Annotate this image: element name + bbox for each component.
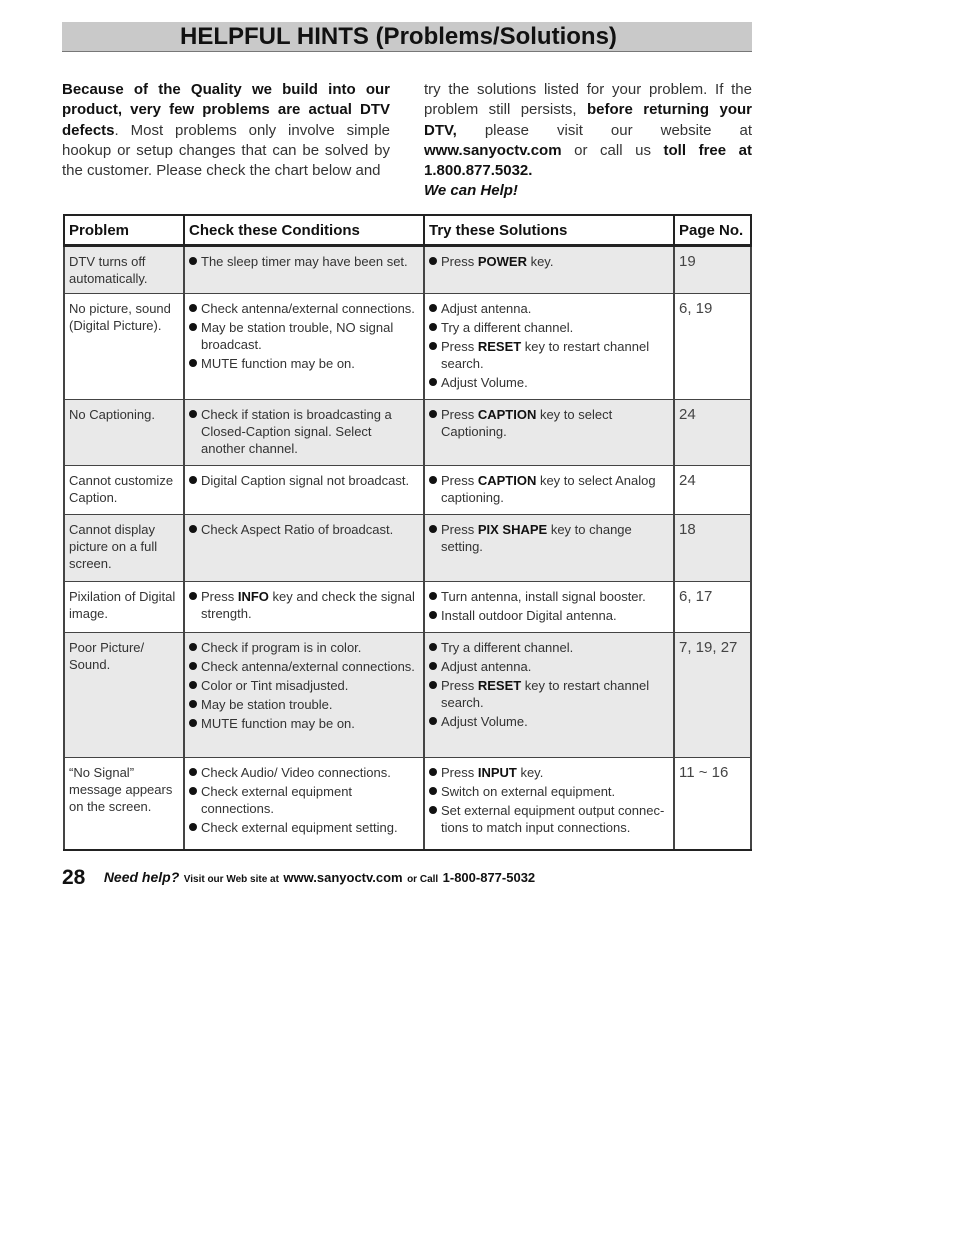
list-item bbox=[429, 764, 669, 781]
list-item-text: Check antenna/external connections. bbox=[201, 301, 415, 316]
problem-cell: No picture, sound (Digital Picture). bbox=[64, 294, 184, 400]
list-item-text: The sleep timer may have been set. bbox=[201, 254, 408, 269]
list-item-text: Press bbox=[441, 339, 478, 354]
list-item bbox=[429, 802, 669, 836]
list-item bbox=[429, 338, 669, 372]
solutions-list bbox=[429, 639, 669, 730]
problem-cell: Poor Picture/ Sound. bbox=[64, 633, 184, 758]
list-item bbox=[189, 300, 419, 317]
key-name: INPUT bbox=[477, 765, 517, 780]
conditions-cell bbox=[184, 582, 424, 633]
list-item bbox=[189, 406, 419, 457]
list-item bbox=[429, 319, 669, 336]
list-item-text: Try a different channel. bbox=[441, 640, 574, 655]
footer-phone-number: 1-800-877-5032 bbox=[442, 870, 536, 886]
conditions-cell bbox=[184, 758, 424, 850]
key-name: INFO bbox=[237, 589, 269, 604]
list-item-text: Try a different channel. bbox=[441, 320, 574, 335]
need-help-text: Need help? bbox=[103, 869, 180, 886]
solutions-list bbox=[429, 300, 669, 391]
list-item bbox=[189, 715, 419, 732]
table-header-row bbox=[64, 215, 751, 246]
list-item-text: Adjust antenna. bbox=[441, 301, 532, 316]
list-item-text: Adjust Volume. bbox=[441, 714, 528, 729]
list-item-text: key to restart channel search. bbox=[441, 339, 650, 371]
list-item-text: key. bbox=[516, 765, 544, 780]
key-name: RESET bbox=[477, 339, 522, 354]
conditions-list bbox=[189, 588, 419, 622]
list-item-text: Check if program is in color. bbox=[201, 640, 362, 655]
problem-cell: DTV turns off automatically. bbox=[64, 246, 184, 294]
conditions-cell bbox=[184, 294, 424, 400]
list-item-text: Adjust Volume. bbox=[441, 375, 528, 390]
conditions-list bbox=[189, 406, 419, 457]
list-item-text: Press bbox=[441, 522, 478, 537]
solutions-cell bbox=[424, 246, 674, 294]
conditions-list bbox=[189, 472, 419, 489]
page-number: 28 bbox=[62, 866, 86, 889]
list-item bbox=[429, 588, 669, 605]
table-row bbox=[64, 466, 751, 515]
solutions-cell bbox=[424, 582, 674, 633]
website-link[interactable]: www.sanyoctv.com bbox=[424, 141, 562, 159]
conditions-list bbox=[189, 639, 419, 732]
list-item-text: MUTE function may be on. bbox=[201, 716, 355, 731]
list-item-text: Check Audio/ Video connections. bbox=[201, 765, 391, 780]
intro-text: . Most problems only involve simple hookup or setup changes that can be solved by the customer. Please check the chart below and bbox=[62, 121, 390, 180]
conditions-cell bbox=[184, 466, 424, 515]
list-item-text: Switch on external equipment. bbox=[441, 784, 616, 799]
list-item-text: Press bbox=[201, 589, 238, 604]
list-item-text: Check Aspect Ratio of broadcast. bbox=[201, 522, 394, 537]
list-item-text: key. bbox=[526, 254, 554, 269]
intro-bold-text: before returning your DTV, bbox=[424, 101, 752, 139]
list-item-text: key and check the signal strength. bbox=[201, 589, 415, 621]
solutions-list bbox=[429, 521, 669, 555]
solutions-list bbox=[429, 472, 669, 506]
list-item-text: Install outdoor Digital antenna. bbox=[441, 608, 617, 623]
list-item bbox=[429, 677, 669, 711]
column-header-conditions: Check these Conditions bbox=[184, 215, 424, 246]
column-header-problem: Problem bbox=[64, 215, 184, 246]
conditions-list bbox=[189, 300, 419, 372]
list-item bbox=[429, 521, 669, 555]
list-item-text: Check external equipment setting. bbox=[201, 820, 398, 835]
list-item bbox=[189, 639, 419, 656]
list-item-text: Press bbox=[441, 765, 478, 780]
list-item-text: May be station trouble. bbox=[201, 697, 333, 712]
problem-cell: No Captioning. bbox=[64, 400, 184, 466]
list-item bbox=[429, 472, 669, 506]
list-item-text: Press bbox=[441, 407, 478, 422]
list-item bbox=[189, 764, 419, 781]
key-name: CAPTION bbox=[477, 473, 537, 488]
page-number-cell: 6, 19 bbox=[674, 294, 751, 400]
list-item bbox=[189, 819, 419, 836]
problem-cell: Cannot customize Caption. bbox=[64, 466, 184, 515]
list-item bbox=[189, 588, 419, 622]
page-number-cell: 19 bbox=[674, 246, 751, 294]
solutions-cell bbox=[424, 294, 674, 400]
key-name: CAPTION bbox=[477, 407, 537, 422]
list-item bbox=[429, 253, 669, 270]
page-number-cell: 24 bbox=[674, 466, 751, 515]
list-item bbox=[429, 658, 669, 675]
list-item bbox=[429, 406, 669, 440]
solutions-list bbox=[429, 406, 669, 440]
column-header-page: Page No. bbox=[674, 215, 751, 246]
intro-paragraph-left bbox=[62, 80, 390, 181]
table-row bbox=[64, 758, 751, 850]
list-item bbox=[429, 783, 669, 800]
list-item-text: MUTE function may be on. bbox=[201, 356, 355, 371]
list-item-text: Turn antenna, install signal booster. bbox=[441, 589, 646, 604]
page-number-cell: 7, 19, 27 bbox=[674, 633, 751, 758]
list-item bbox=[189, 783, 419, 817]
conditions-list bbox=[189, 764, 419, 836]
table-body bbox=[64, 246, 751, 850]
list-item-text: key to select Analog captioning. bbox=[441, 473, 656, 505]
intro-text: please visit our website at bbox=[456, 121, 752, 139]
solutions-cell bbox=[424, 466, 674, 515]
table-row bbox=[64, 515, 751, 582]
key-name: RESET bbox=[477, 678, 522, 693]
list-item bbox=[189, 253, 419, 270]
list-item bbox=[189, 355, 419, 372]
list-item-text: Check antenna/external connections. bbox=[201, 659, 415, 674]
list-item bbox=[429, 374, 669, 391]
intro-text: try the solutions listed for your problem. If the problem still persists, bbox=[424, 81, 752, 119]
intro-text: or call us bbox=[561, 141, 664, 159]
list-item bbox=[429, 639, 669, 656]
table-row bbox=[64, 246, 751, 294]
page-number-cell: 11 ~ 16 bbox=[674, 758, 751, 850]
problem-cell: Pixilation of Digital image. bbox=[64, 582, 184, 633]
list-item-text: Color or Tint misadjusted. bbox=[201, 678, 349, 693]
list-item-text: Digital Caption signal not broadcast. bbox=[201, 473, 410, 488]
solutions-cell bbox=[424, 633, 674, 758]
list-item bbox=[429, 607, 669, 624]
column-header-solutions: Try these Solutions bbox=[424, 215, 674, 246]
list-item bbox=[189, 677, 419, 694]
key-name: POWER bbox=[477, 254, 527, 269]
toll-free-number: toll free at 1.800.877.5032. bbox=[424, 141, 752, 180]
conditions-cell bbox=[184, 246, 424, 294]
table-row bbox=[64, 400, 751, 466]
solutions-list bbox=[429, 764, 669, 836]
problem-cell: Cannot display picture on a full screen. bbox=[64, 515, 184, 582]
page-title: HELPFUL HINTS (Problems/Solutions) bbox=[180, 23, 617, 50]
list-item bbox=[189, 472, 419, 489]
list-item bbox=[429, 300, 669, 317]
list-item-text: May be station trouble, NO signal broadcast. bbox=[201, 320, 394, 352]
conditions-list bbox=[189, 253, 419, 270]
list-item bbox=[189, 658, 419, 675]
list-item-text: Adjust antenna. bbox=[441, 659, 532, 674]
page-number-cell: 18 bbox=[674, 515, 751, 582]
problem-cell: “No Signal” message appears on the screen. bbox=[64, 758, 184, 850]
solutions-list bbox=[429, 588, 669, 624]
key-name: PIX SHAPE bbox=[477, 522, 548, 537]
list-item-text: Check external equipment connections. bbox=[201, 784, 353, 816]
conditions-cell bbox=[184, 633, 424, 758]
problems-solutions-table bbox=[63, 214, 752, 851]
list-item bbox=[189, 696, 419, 713]
we-can-help-text: We can Help! bbox=[424, 182, 518, 200]
or-call-text: or Call bbox=[407, 874, 439, 886]
page-header bbox=[62, 22, 752, 52]
conditions-cell bbox=[184, 400, 424, 466]
footer-website-link[interactable]: www.sanyoctv.com bbox=[283, 870, 403, 886]
list-item bbox=[429, 713, 669, 730]
page-footer bbox=[62, 866, 535, 890]
list-item-text: Check if station is broadcasting a Closed-Caption signal. Select another channel. bbox=[201, 407, 392, 456]
solutions-list bbox=[429, 253, 669, 270]
list-item-text: key to restart channel search. bbox=[441, 678, 650, 710]
list-item-text: key to change setting. bbox=[441, 522, 632, 554]
intro-bold-text: Because of the Quality we build into our product, very few problems are actual DTV defects bbox=[62, 81, 390, 139]
intro-paragraph-right bbox=[424, 80, 752, 202]
solutions-cell bbox=[424, 515, 674, 582]
conditions-list bbox=[189, 521, 419, 538]
list-item-text: Press bbox=[441, 678, 478, 693]
list-item-text: Press bbox=[441, 254, 478, 269]
list-item bbox=[189, 319, 419, 353]
table-row bbox=[64, 294, 751, 400]
solutions-cell bbox=[424, 758, 674, 850]
page-number-cell: 6, 17 bbox=[674, 582, 751, 633]
list-item-text: key to select Captioning. bbox=[441, 407, 613, 439]
list-item-text: Set external equipment output connec-tions to match input connections. bbox=[441, 803, 665, 835]
page-number-cell: 24 bbox=[674, 400, 751, 466]
conditions-cell bbox=[184, 515, 424, 582]
list-item-text: Press bbox=[441, 473, 478, 488]
table-row bbox=[64, 582, 751, 633]
visit-text: Visit our Web site at bbox=[183, 874, 279, 886]
list-item bbox=[189, 521, 419, 538]
solutions-cell bbox=[424, 400, 674, 466]
table-row bbox=[64, 633, 751, 758]
